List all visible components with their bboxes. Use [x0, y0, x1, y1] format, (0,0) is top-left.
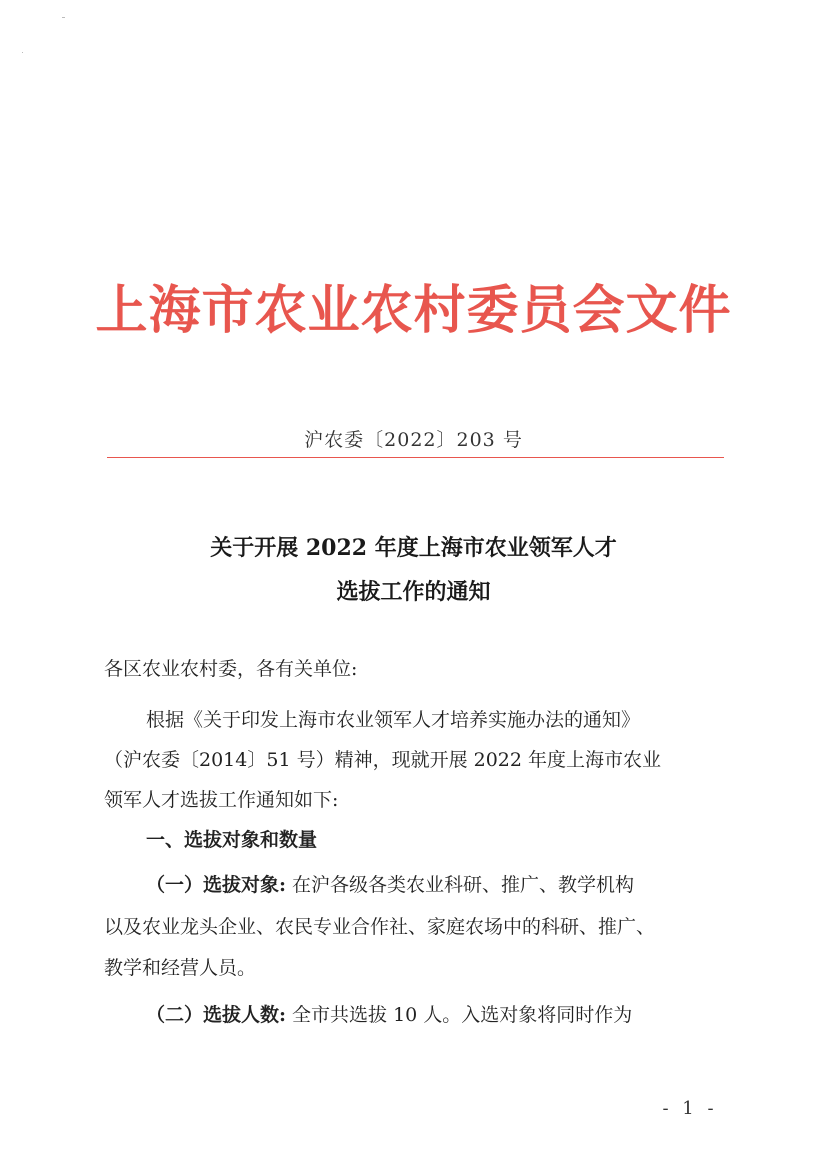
- notice-title: [0, 526, 827, 614]
- issuer-header-title: 上海市农业农村委员会文件: [95, 280, 732, 341]
- subsection-2-text: 全市共选拔 10 人。入选对象将同时作为: [286, 1004, 633, 1026]
- scan-speck: [62, 17, 65, 18]
- paragraph-1-line-2: （沪农委〔2014〕51 号）精神，现就开展 2022 年度上海市农业: [104, 749, 662, 771]
- subsection-2-line-1: [146, 1000, 724, 1027]
- red-divider-line: [107, 457, 724, 458]
- notice-title-line-2: 选拔工作的通知: [336, 579, 491, 605]
- subsection-2-label: （二）选拔人数:: [146, 1004, 287, 1026]
- notice-title-line-1: 关于开展 2022 年度上海市农业领军人才: [210, 535, 617, 561]
- scan-speck: [22, 52, 23, 53]
- page-number: - 1 -: [662, 1098, 718, 1119]
- paragraph-1-line-1: 根据《关于印发上海市农业领军人才培养实施办法的通知》: [146, 709, 641, 731]
- subsection-1-text: 在沪各级各类农业科研、推广、教学机构: [286, 874, 635, 896]
- subsection-1-label: （一）选拔对象:: [146, 874, 287, 896]
- paragraph-1-line-3: 领军人才选拔工作通知如下:: [104, 789, 339, 811]
- salutation: 各区农业农村委，各有关单位:: [104, 658, 358, 680]
- subsection-1-line-3: 教学和经营人员。: [104, 957, 257, 979]
- subsection-1-line-2: 以及农业龙头企业、农民专业合作社、家庭农场中的科研、推广、: [104, 916, 656, 938]
- document-number: 沪农委〔2022〕203 号: [304, 429, 523, 451]
- section-1-heading: 一、选拔对象和数量: [146, 829, 318, 851]
- subsection-1-line-1: [146, 870, 724, 897]
